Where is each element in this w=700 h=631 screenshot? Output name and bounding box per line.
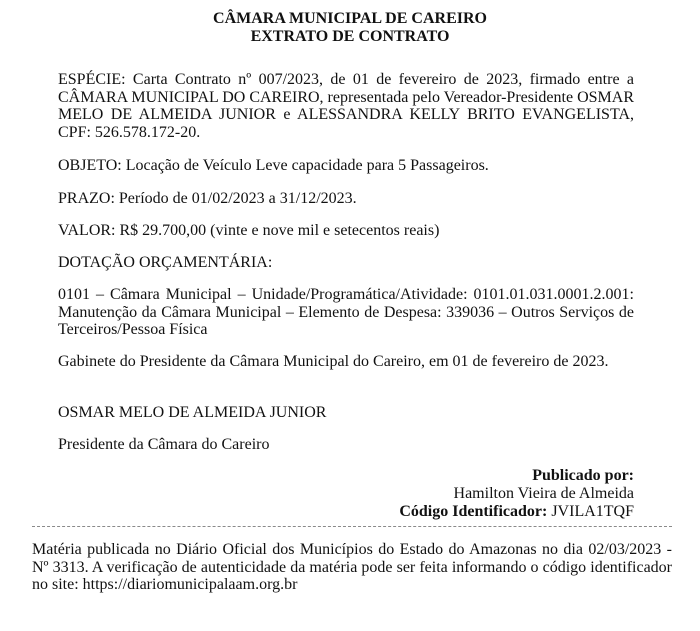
especie-paragraph bbox=[58, 71, 634, 141]
code-value: JVILA1TQF bbox=[551, 503, 634, 520]
code-label: Código Identificador: bbox=[399, 503, 548, 520]
gabinete-paragraph: Gabinete do Presidente da Câmara Municipal do Careiro, em 01 de fevereiro de 2023. bbox=[58, 353, 609, 370]
publisher-name: Hamilton Vieira de Almeida bbox=[453, 485, 634, 502]
footer-note: Matéria publicada no Diário Oficial dos Municípios do Estado do Amazonas no dia 02/03/2023 - Nº 3313. A verificação de autenticidade da matéria pode ser feita informando o código identificador no site: https://diariomunicipalaam.org.br bbox=[32, 541, 672, 593]
document-title: CÂMARA MUNICIPAL DE CAREIRO bbox=[213, 10, 487, 27]
objeto-text: Locação de Veículo Leve capacidade para 5 Passageiros. bbox=[125, 157, 489, 174]
objeto-label: OBJETO: bbox=[58, 157, 122, 174]
document-subtitle: EXTRATO DE CONTRATO bbox=[250, 28, 450, 45]
signer-name: OSMAR MELO DE ALMEIDA JUNIOR bbox=[58, 404, 327, 421]
prazo-text: Período de 01/02/2023 a 31/12/2023. bbox=[118, 190, 357, 207]
dotacao-text: 0101 – Câmara Municipal – Unidade/Programática/Atividade: 0101.01.031.0001.2.001: Manutenção da Câmara Municipal – Elemento de Despesa: 339036 – Outros Serviços de Terceiros/Pessoa Física bbox=[58, 286, 634, 338]
valor-label: VALOR: bbox=[58, 222, 116, 239]
valor-paragraph bbox=[58, 222, 634, 240]
publication-block bbox=[399, 467, 634, 521]
especie-label: ESPÉCIE: bbox=[58, 71, 126, 88]
dotacao-heading: DOTAÇÃO ORÇAMENTÁRIA: bbox=[58, 254, 273, 271]
prazo-paragraph bbox=[58, 190, 634, 208]
valor-text: R$ 29.700,00 (vinte e nove mil e setecentos reais) bbox=[119, 222, 440, 239]
signer-role: Presidente da Câmara do Careiro bbox=[58, 436, 270, 453]
divider bbox=[32, 526, 672, 527]
prazo-label: PRAZO: bbox=[58, 190, 115, 207]
especie-text: Carta Contrato nº 007/2023, de 01 de fevereiro de 2023, firmado entre a CÂMARA MUNICIPAL DO CAREIRO, representada pelo Vereador-Presidente OSMAR MELO DE ALMEIDA JUNIOR e ALESSANDRA KELLY BRITO EVANGELISTA, CPF: 526.578.172-20. bbox=[58, 71, 635, 141]
published-by-label: Publicado por: bbox=[532, 467, 634, 484]
objeto-paragraph bbox=[58, 157, 634, 175]
